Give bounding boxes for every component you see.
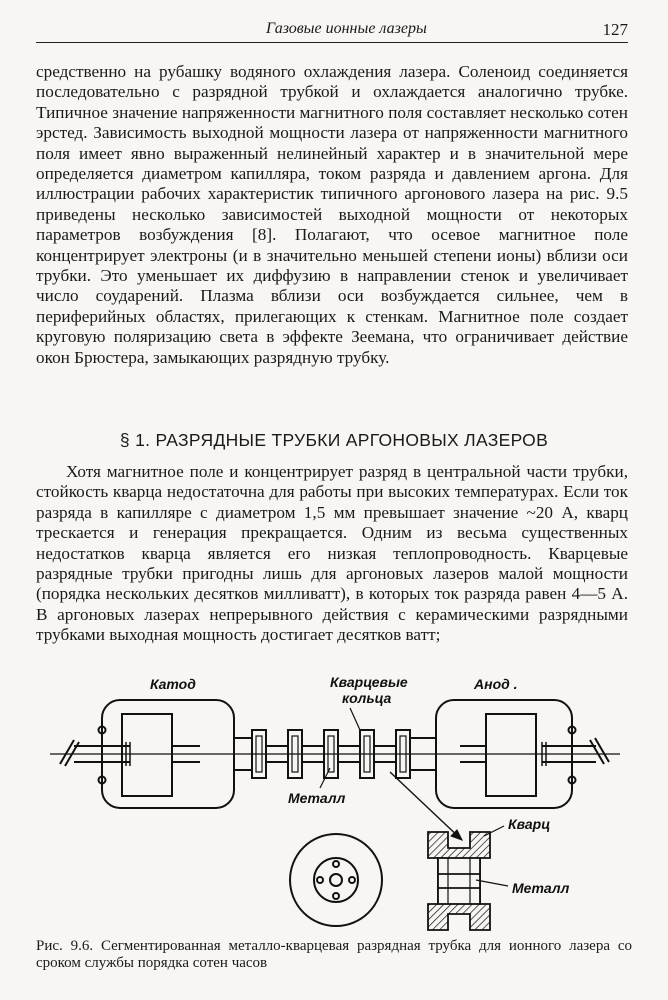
label-metal-main: Металл	[288, 790, 346, 806]
quartz-detail-pointer	[484, 826, 504, 836]
quartz-rings-pointer	[350, 708, 360, 730]
figure-discharge-tube	[30, 660, 640, 938]
paragraph-2: Хотя магнитное поле и концентрирует разряд в центральной части трубки, стойкость кварца недостаточна для работы при высоких температурах. Если ток разряда в капилляре с диаметром 1,5 мм превышает значение ~20 А, кварц трескается и генерация прекращается. Одним из весьма существенных недостатков кварца является его низкая теплопроводность. Кварцевые разрядные трубки пригодны лишь для аргоновых лазеров малой мощности (порядка нескольких десятков милливатт), в которых ток разряда равен 4—5 А. В аргоновых лазерах непрерывного действия с керамическими разрядными трубками выходная мощность достигает десятков ватт;	[36, 462, 628, 645]
label-metal-detail: Металл	[512, 880, 570, 896]
label-quartz-rings-line2: кольца	[342, 690, 392, 706]
right-brewster-window	[590, 738, 609, 764]
figure-caption: Рис. 9.6. Сегментированная металло-кварцевая разрядная трубка для ионного лазера со сроком службы порядка сотен часов	[36, 938, 632, 971]
ring-end-view	[290, 834, 382, 926]
detail-arrow	[390, 772, 462, 840]
section-heading: § 1. РАЗРЯДНЫЕ ТРУБКИ АРГОНОВЫХ ЛАЗЕРОВ	[119, 430, 549, 450]
label-anode: Анод .	[474, 676, 518, 692]
running-title: Газовые ионные лазеры	[266, 20, 427, 37]
paragraph-1: средственно на рубашку водяного охлаждения лазера. Соленоид соединяется последовательно с разрядной трубкой и охлаждается аналогично трубке. Типичное значение напряженности магнитного поля составляет несколько сотен эрстед. Зависимость выходной мощности лазера от напряженности магнитного поля имеет явно выраженный нелинейный характер и в значительной мере определяется диаметром капилляра, током разряда и давлением аргона. Для иллюстрации рабочих характеристик типичного аргонового лазера на рис. 9.5 приведены несколько зависимостей выходной мощности от некоторых параметров возбуждения [8]. Полагают, что осевое магнитное поле концентрирует электроны (и в значительно меньшей степени ионы) вблизи оси трубки. Это уменьшает их диффузию в направлении стенок и увеличивает число соударений. Плазма вблизи оси возбуждается сильнее, чем в периферийных областях, прилегающих к стенкам. Магнитное поле создает круговую поляризацию света в эффекте Зеемана, что ограничивает действие окон Брюстера, замыкающих разрядную трубку.	[36, 62, 628, 367]
page-header	[36, 20, 628, 43]
page-number: 127	[602, 20, 628, 39]
label-quartz-rings-line1: Кварцевые	[330, 674, 408, 690]
label-cathode: Катод	[150, 676, 196, 692]
label-quartz-detail: Кварц	[508, 816, 551, 832]
